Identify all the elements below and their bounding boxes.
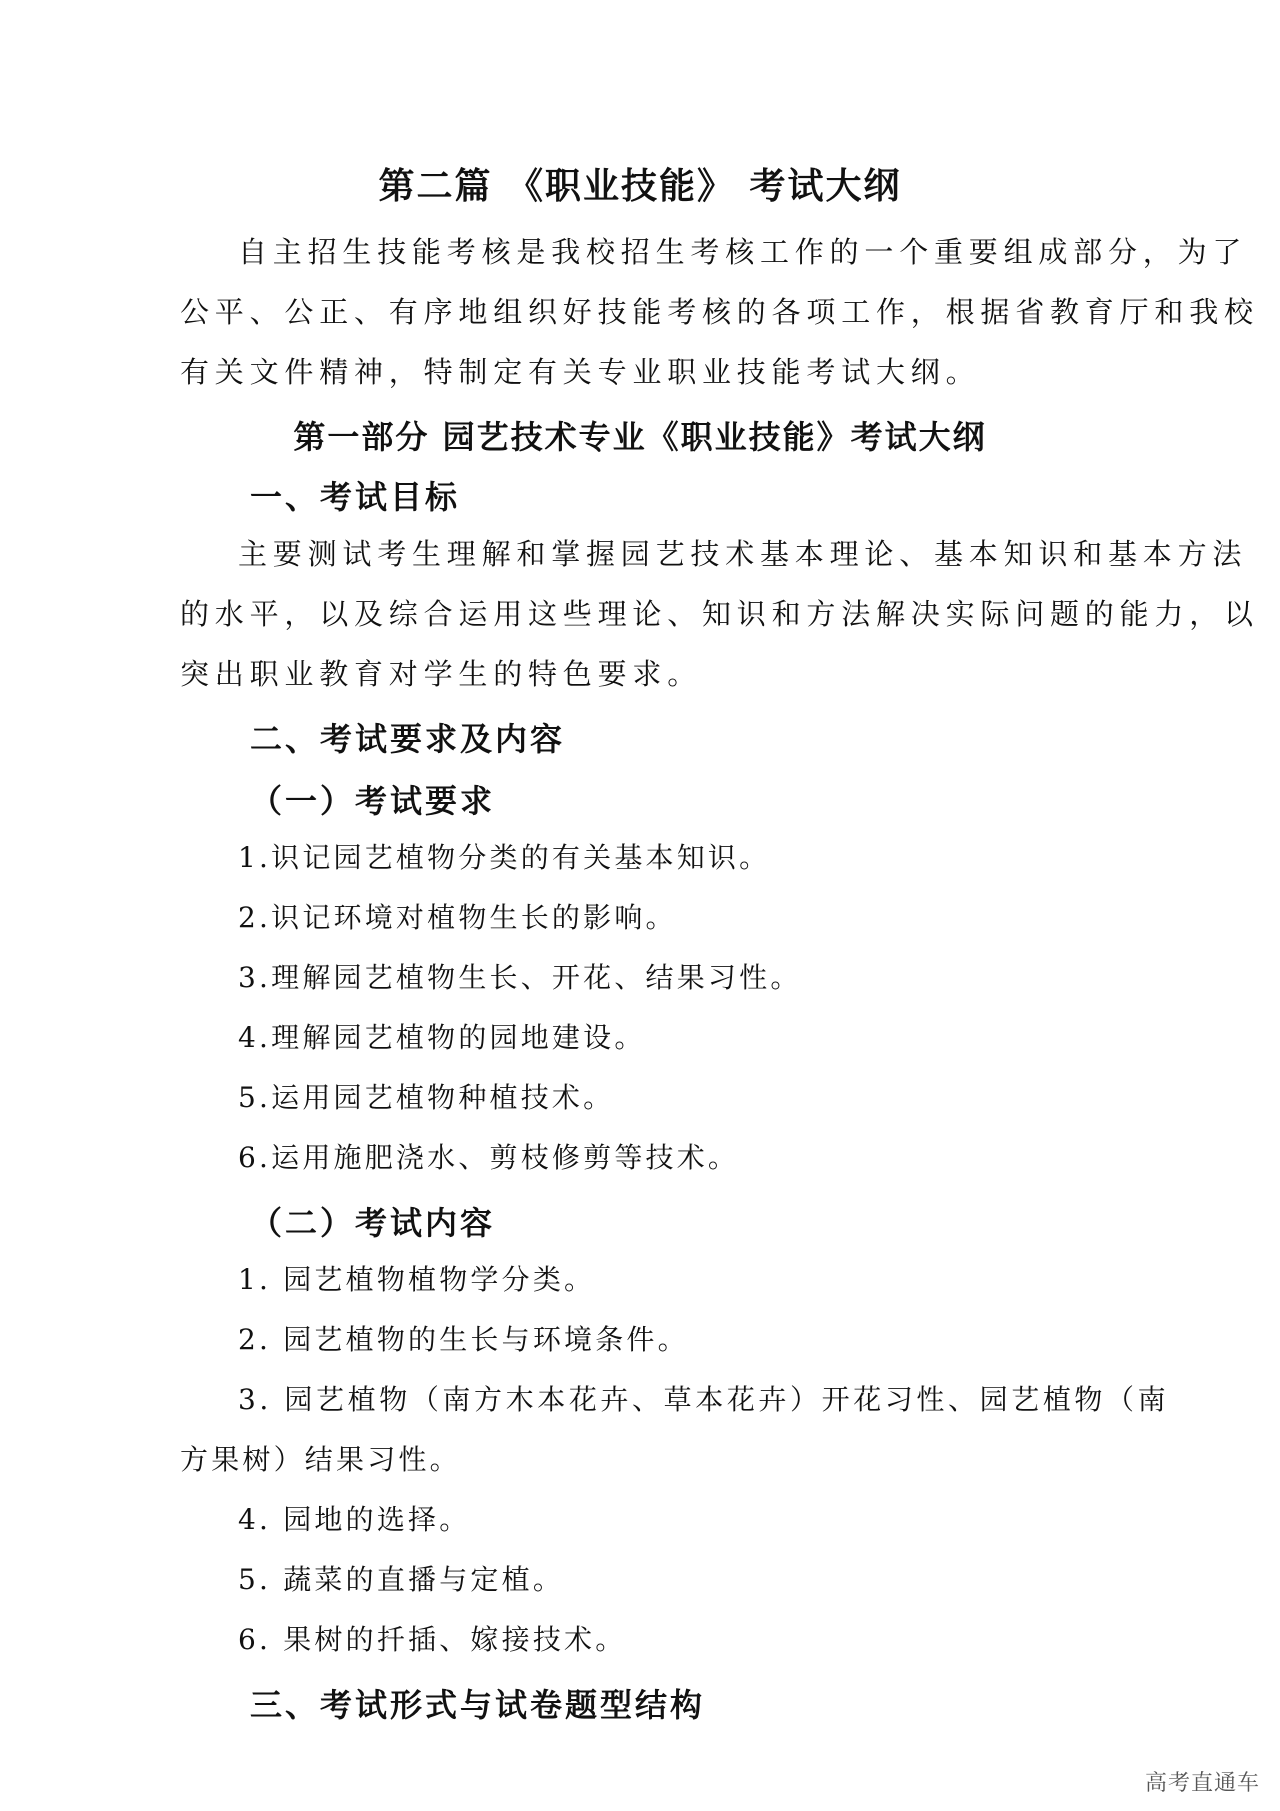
subsection-heading-2: （二）考试内容 [250, 1204, 496, 1242]
content-item-6: 6. 果树的扦插、嫁接技术。 [238, 1623, 627, 1656]
section1-line-2: 的水平，以及综合运用这些理论、知识和方法解决实际问题的能力，以 [180, 597, 1259, 631]
requirement-item-3: 3.理解园艺植物生长、开花、结果习性。 [238, 961, 802, 994]
watermark: 高考直通车 [1144, 1771, 1260, 1796]
intro-line-3: 有关文件精神，特制定有关专业职业技能考试大纲。 [180, 355, 981, 389]
content-item-2: 2. 园艺植物的生长与环境条件。 [238, 1323, 689, 1356]
content-item-3-continued: 方果树）结果习性。 [180, 1443, 461, 1476]
requirement-item-4: 4.理解园艺植物的园地建设。 [238, 1021, 646, 1054]
document-title: 第二篇 《职业技能》 考试大纲 [378, 166, 902, 207]
requirement-item-1: 1.识记园艺植物分类的有关基本知识。 [238, 841, 771, 874]
section-heading-1: 一、考试目标 [250, 478, 461, 516]
intro-line-2: 公平、公正、有序地组织好技能考核的各项工作，根据省教育厅和我校 [180, 295, 1259, 329]
intro-line-1: 自主招生技能考核是我校招生考核工作的一个重要组成部分，为了 [238, 235, 1248, 269]
subsection-heading-1: （一）考试要求 [250, 782, 496, 820]
section1-line-3: 突出职业教育对学生的特色要求。 [180, 657, 703, 691]
requirement-item-2: 2.识记环境对植物生长的影响。 [238, 901, 677, 934]
content-item-1: 1. 园艺植物植物学分类。 [238, 1263, 596, 1296]
section-heading-3: 三、考试形式与试卷题型结构 [250, 1686, 706, 1724]
content-item-4: 4. 园地的选择。 [238, 1503, 471, 1536]
part-heading: 第一部分 园艺技术专业《职业技能》考试大纲 [293, 418, 987, 456]
content-item-5: 5. 蔬菜的直播与定植。 [238, 1563, 565, 1596]
section1-line-1: 主要测试考生理解和掌握园艺技术基本理论、基本知识和基本方法 [238, 537, 1248, 571]
section-heading-2: 二、考试要求及内容 [250, 720, 566, 758]
requirement-item-5: 5.运用园艺植物种植技术。 [238, 1081, 615, 1114]
requirement-item-6: 6.运用施肥浇水、剪枝修剪等技术。 [238, 1141, 740, 1174]
content-item-3: 3. 园艺植物（南方木本花卉、草本花卉）开花习性、园艺植物（南 [238, 1383, 1170, 1416]
